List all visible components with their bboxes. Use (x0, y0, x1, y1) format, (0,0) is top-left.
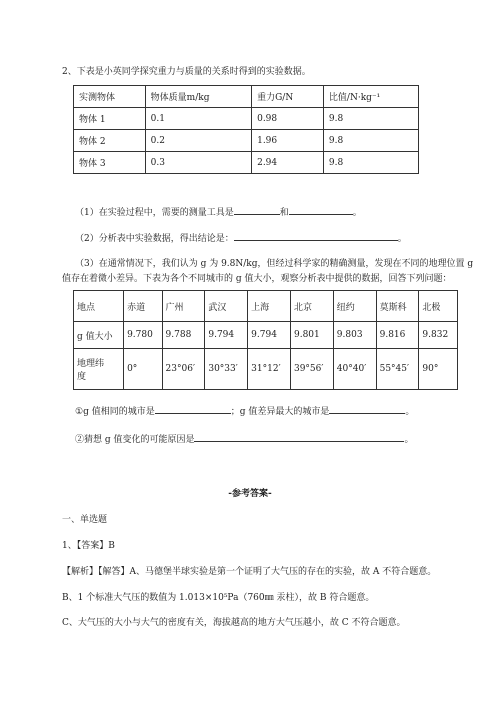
table-cell: 9.832 (419, 322, 458, 349)
table-cell: 0.98 (252, 108, 324, 130)
question-text: （2）分析表中实验数据，得出结论是： (75, 234, 234, 244)
answer-blank[interactable] (194, 432, 404, 442)
answer-blank[interactable] (155, 404, 231, 414)
table-cell: 55°45′ (376, 349, 419, 390)
answer-line: 1、【答案】B (62, 541, 115, 551)
table-cell: 9.788 (162, 322, 205, 349)
table-cell: 莫斯科 (376, 291, 419, 322)
table-header-cell: 实测物体 (74, 86, 146, 108)
table-cell: 2.94 (252, 152, 324, 174)
table-row (74, 349, 458, 390)
question-text: 。 (404, 435, 414, 445)
table-cell: 上海 (248, 291, 291, 322)
sub-question-2 (75, 432, 414, 445)
table-cell: 广州 (162, 291, 205, 322)
table-cell: 0° (124, 349, 162, 390)
table-cell: 40°40′ (333, 349, 376, 390)
question-text: （1）在实验过程中，需要的测量工具是 (75, 208, 234, 218)
table-cell: 纽约 (333, 291, 376, 322)
table-cell: 23°06′ (162, 349, 205, 390)
table-cell: 地点 (74, 291, 124, 322)
table-cell: 30°33′ (205, 349, 248, 390)
table-cell: 9.794 (205, 322, 248, 349)
table-row (74, 108, 419, 130)
table-cell: 31°12′ (248, 349, 291, 390)
table-cell: 北京 (290, 291, 333, 322)
table-cell: 0.3 (145, 152, 251, 174)
question-2-title: 2、下表是小英同学探究重力与质量的关系时得到的实验数据。 (62, 67, 311, 77)
answer-heading: -参考答案- (228, 489, 272, 499)
question-2-part-3-line-1: （3）在通常情况下，我们认为 g 为 9.8N/kg，但经过科学家的精确测量，发现在不同的地理位置 g (75, 259, 474, 269)
table-row (74, 291, 458, 322)
table-cell: 9.8 (323, 130, 418, 152)
table-cell: 赤道 (124, 291, 162, 322)
table-cell: 9.816 (376, 322, 419, 349)
table-header-cell: 物体质量m/kg (145, 86, 251, 108)
answer-blank[interactable] (234, 205, 280, 215)
row-label-line: 度 (77, 372, 87, 382)
table-cell: 90° (419, 349, 458, 390)
table-cell: 9.794 (248, 322, 291, 349)
table-row (74, 152, 419, 174)
row-label-line: 地理纬 (77, 359, 105, 369)
question-text: 。 (397, 234, 407, 244)
table-cell (74, 349, 124, 390)
table-cell: 39°56′ (290, 349, 333, 390)
weight-mass-table (73, 85, 419, 174)
table-cell: 1.96 (252, 130, 324, 152)
table-header-cell: 重力G/N (252, 86, 324, 108)
answer-blank[interactable] (329, 404, 405, 414)
table-cell: 9.8 (323, 108, 418, 130)
table-header-row (74, 86, 419, 108)
table-cell: 物体 3 (74, 152, 146, 174)
analysis-c: C、大气压的大小与大气的密度有关，海拔越高的地方大气压越小，故 C 不符合题意。 (62, 618, 406, 628)
table-cell: 北极 (419, 291, 458, 322)
sub-question-1 (75, 404, 414, 417)
table-row (74, 130, 419, 152)
table-cell: g 值大小 (74, 322, 124, 349)
table-cell: 0.2 (145, 130, 251, 152)
table-row (74, 322, 458, 349)
section-title: 一、单选题 (62, 515, 108, 525)
analysis-b: B、1 个标准大气压的数值为 1.013×10⁵Pa（760㎜ 汞柱），故 B 符合题意。 (62, 593, 375, 603)
table-cell: 物体 2 (74, 130, 146, 152)
table-cell: 9.8 (323, 152, 418, 174)
question-text: ；g 值差异最大的城市是 (230, 407, 330, 417)
city-gravity-table (73, 290, 458, 390)
table-cell: 武汉 (205, 291, 248, 322)
question-2-part-3-line-2: 值存在着微小差异。下表为各个不同城市的 g 值大小，观察分析表中提供的数据，回答下列问题： (62, 274, 452, 284)
question-text: 。 (352, 208, 362, 218)
question-2-part-2 (75, 231, 407, 244)
question-text: 。 (405, 407, 415, 417)
question-text: ②猜想 g 值变化的可能原因是 (75, 435, 195, 445)
table-cell: 物体 1 (74, 108, 146, 130)
question-text: 和 (279, 208, 289, 218)
answer-blank[interactable] (234, 231, 398, 241)
question-text: ①g 值相同的城市是 (75, 407, 155, 417)
question-2-part-1 (75, 205, 362, 218)
analysis-a: 【解析】【解答】A、马德堡半球实验是第一个证明了大气压的存在的实验，故 A 不符合题意。 (62, 567, 437, 577)
table-cell: 0.1 (145, 108, 251, 130)
table-cell: 9.801 (290, 322, 333, 349)
table-cell: 9.780 (124, 322, 162, 349)
answer-blank[interactable] (289, 205, 353, 215)
table-cell: 9.803 (333, 322, 376, 349)
table-header-cell: 比值/N·kg⁻¹ (323, 86, 418, 108)
